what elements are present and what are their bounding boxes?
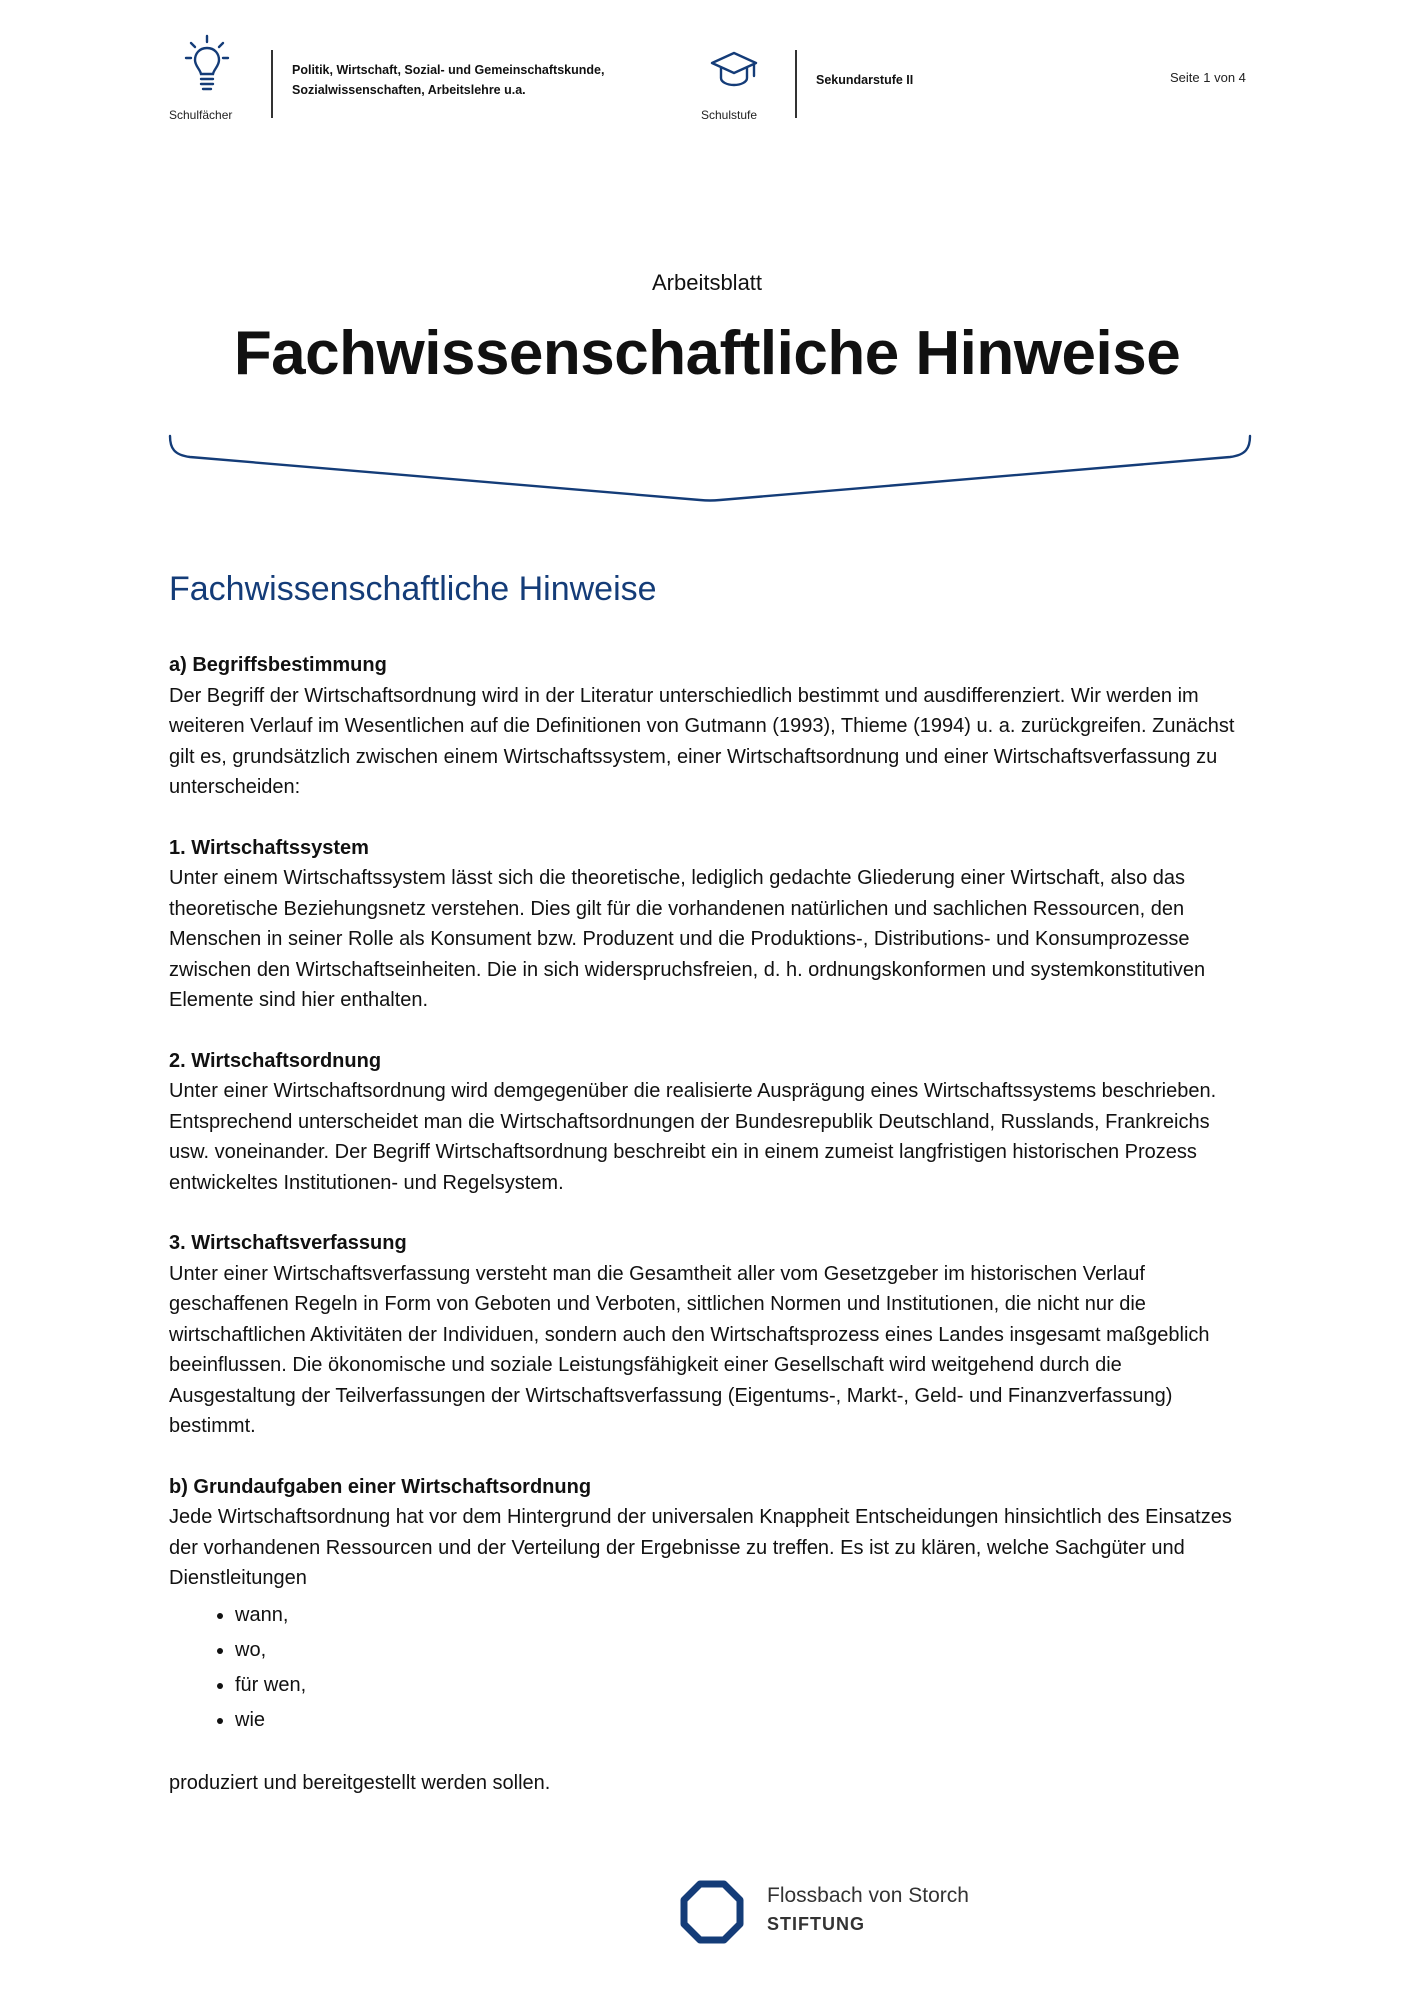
list-item: • für wen,: [235, 1668, 1249, 1703]
question-list: [169, 1598, 1249, 1738]
wirtschaftsordnung-heading: 2. Wirtschaftsordnung: [169, 1049, 382, 1072]
wirtschaftssystem-text: Unter einem Wirtschaftssystem lässt sich die theoretische, lediglich gedachte Gliederung einer Wirtschaft, also das theoretische Beziehungsnetz verstehen. Dies gilt für die vorhandenen natürlichen und sachlichen Ressourcen, den Menschen in seiner Rolle als Konsument bzw. Produzent und die Produktions-, Distributions- und Konsumprozesse zwischen den Wirtschaftseinheiten. Die in sich widerspruchsfreien, d. h. ordnungskonformen und systemkonstitutiven Elemente sind hier enthalten.: [169, 867, 1206, 1011]
octagon-logo-icon: [680, 1880, 744, 1944]
subject-line-2: Sozialwissenschaften, Arbeitslehre u.a.: [292, 83, 526, 97]
page-info: Seite 1 von 4: [1170, 70, 1246, 85]
lightbulb-icon: [184, 34, 230, 92]
header-divider-2: [795, 50, 797, 118]
title-divider-curve: [160, 430, 1260, 504]
logo-line-1: Flossbach von Storch: [767, 1884, 969, 1907]
logo-line-2: STIFTUNG: [767, 1914, 865, 1934]
subsection-b-heading: b) Grundaufgaben einer Wirtschaftsordnung: [169, 1475, 592, 1498]
subject-line-1: Politik, Wirtschaft, Sozial- und Gemeinschaftskunde,: [292, 63, 605, 77]
page-title: Fachwissenschaftliche Hinweise: [233, 319, 1181, 388]
section-heading: Fachwissenschaftliche Hinweise: [169, 570, 657, 608]
subsection-a-text: Der Begriff der Wirtschaftsordnung wird in der Literatur unterschiedlich bestimmt und ausdifferenziert. Wir werden im weiteren Verlauf im Wesentlichen auf die Definitionen von Gutmann (1993), Thieme (1994) u. a. zurückgreifen. Zunächst gilt es, grundsätzlich zwischen einem Wirtschaftssystem, einer Wirtschaftsordnung und einer Wirtschaftsverfassung zu unterscheiden:: [169, 684, 1235, 798]
subject-list: [292, 60, 604, 100]
document-type: Arbeitsblatt: [651, 270, 763, 295]
level-value: Sekundarstufe II: [816, 73, 914, 87]
header: [0, 0, 1414, 130]
subject-label: Schulfächer: [169, 108, 233, 122]
subsection-a-heading: a) Begriffsbestimmung: [169, 654, 387, 676]
list-item: • wann,: [235, 1598, 1249, 1633]
level-label: Schulstufe: [701, 108, 758, 122]
graduation-cap-icon: [710, 50, 758, 88]
list-item: • wo,: [235, 1633, 1249, 1668]
wirtschaftsverfassung-heading: 3. Wirtschaftsverfassung: [169, 1232, 407, 1254]
content-body: [169, 650, 1249, 1798]
wirtschaftsverfassung-text: Unter einer Wirtschaftsverfassung versteht man die Gesamtheit aller vom Gesetzgeber im historischen Verlauf geschaffenen Regeln in Form von Geboten und Verboten, sittlichen Normen und Institutionen, die nicht nur die wirtschaftlichen Aktivitäten der Individuen, sondern auch den Wirtschaftsprozess eines Landes insgesamt maßgeblich beeinflussen. Die ökonomische und soziale Leistungsfähigkeit einer Gesellschaft wird weitgehend durch die Ausgestaltung der Teilverfassungen der Wirtschaftsverfassung (Eigentums-, Markt-, Geld- und Finanzverfassung) bestimmt.: [169, 1262, 1210, 1437]
wirtschaftsordnung-text: Unter einer Wirtschaftsordnung wird demgegenüber die realisierte Ausprägung eines Wirtschaftssystems beschrieben. Entsprechend unterscheidet man die Wirtschaftsordnungen der Bundesrepublik Deutschland, Russlands, Frankreichs usw. voneinander. Der Begriff Wirtschaftsordnung beschreibt ein in einem zumeist langfristigen historischen Prozess entwickeltes Institutionen- und Regelsystem.: [169, 1080, 1217, 1194]
wirtschaftssystem-heading: 1. Wirtschaftssystem: [169, 836, 369, 859]
header-divider-1: [271, 50, 273, 118]
subsection-b-text: Jede Wirtschaftsordnung hat vor dem Hintergrund der universalen Knappheit Entscheidungen hinsichtlich des Einsatzes der vorhandenen Ressourcen und der Verteilung der Ergebnisse zu treffen. Es ist zu klären, welche Sachgüter und Dienstleitungen: [169, 1506, 1232, 1589]
list-item: • wie: [235, 1703, 1249, 1738]
footer-logo-text: [767, 1882, 969, 1938]
subsection-b-closing: produziert und bereitgestellt werden sollen.: [169, 1771, 551, 1794]
